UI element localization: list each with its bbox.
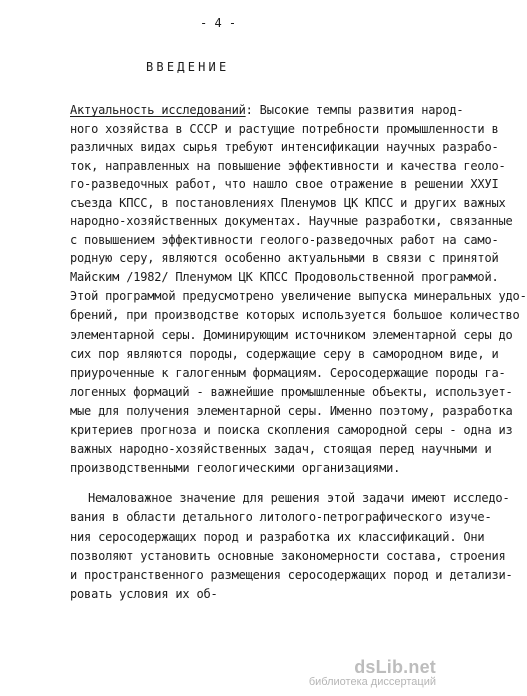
text-line xyxy=(70,385,513,399)
text-line xyxy=(70,122,499,136)
line-text: брений, при производстве которых используется большое количество xyxy=(70,308,520,322)
watermark-logo: dsLib.net xyxy=(354,657,436,677)
line-text: вания в области детального литолого-петрографического изуче- xyxy=(70,510,492,524)
line-text: сих пор являются породы, содержащие серу в самородном виде, и xyxy=(70,347,499,361)
text-line xyxy=(70,289,527,303)
section-heading: ВВЕДЕНИЕ xyxy=(146,60,230,74)
text-line xyxy=(70,214,513,228)
text-line xyxy=(70,587,218,601)
line-text: логенных формаций - важнейшие промышленные объекты, использует- xyxy=(70,385,513,399)
line-text: : Высокие темпы развития народ- xyxy=(245,103,464,117)
line-text: критериев прогноза и поиска скопления самородной серы - одна из xyxy=(70,423,513,437)
line-text: ток, направленных на повышение эффективности и качества геоло- xyxy=(70,159,506,173)
line-text: Майским /1982/ Пленумом ЦК КПСС Продовольственной программой. xyxy=(70,270,499,284)
text-line xyxy=(70,328,513,342)
line-text: ного хозяйства в СССР и растущие потребности промышленности в xyxy=(70,122,499,136)
text-line xyxy=(70,177,499,191)
text-line xyxy=(70,308,520,322)
text-line xyxy=(70,366,506,380)
text-line xyxy=(70,461,400,475)
text-line xyxy=(70,510,491,524)
text-line xyxy=(70,530,484,544)
line-text: Немаловажное значение для решения этой задачи имеют исследо- xyxy=(88,491,510,505)
line-text: ния серосодержащих пород и разработка их классификаций. Они xyxy=(70,530,485,544)
text-line xyxy=(70,404,513,418)
text-line xyxy=(70,442,491,456)
text-line xyxy=(70,251,499,265)
line-text: важных народно-хозяйственных задач, стоящая перед научными и xyxy=(70,442,492,456)
line-text: элементарной серы. Доминирующим источником элементарной серы до xyxy=(70,328,513,342)
line-text: приуроченные к галогенным формациям. Серосодержащие породы га- xyxy=(70,366,506,380)
line-text: Этой программой предусмотрено увеличение выпуска минеральных удо- xyxy=(70,289,527,303)
text-line xyxy=(70,159,506,173)
line-text: и пространственного размещения серосодержащих пород и детализи- xyxy=(70,568,513,582)
text-line xyxy=(70,347,499,361)
watermark-subtitle: библиотека диссертаций xyxy=(308,676,436,688)
watermark xyxy=(309,657,436,688)
underlined-term: Актуальность исследований xyxy=(70,103,246,117)
text-line xyxy=(70,233,499,247)
line-text: родную серу, являются особенно актуальными в связи с принятой xyxy=(70,251,499,265)
line-text: съезда КПСС, в постановлениях Пленумов ЦК КПСС и других важных xyxy=(70,196,506,210)
text-line xyxy=(70,196,506,210)
text-line xyxy=(70,568,513,582)
text-line xyxy=(70,270,499,284)
text-line xyxy=(70,140,499,154)
text-line xyxy=(70,549,506,563)
line-text: народно-хозяйственных документах. Научные разработки, связанные xyxy=(70,214,513,228)
line-text: позволяют установить основные закономерности состава, строения xyxy=(70,549,506,563)
line-text: мые для получения элементарной серы. Именно поэтому, разработка xyxy=(70,404,513,418)
text-line xyxy=(70,103,463,117)
line-text: производственными геологическими организациями. xyxy=(70,461,401,475)
line-text: го-разведочных работ, что нашло свое отражение в решении ХХУI xyxy=(70,177,499,191)
text-line xyxy=(70,423,513,437)
line-text: различных видах сырья требуют интенсификации научных разрабо- xyxy=(70,140,499,154)
line-text: ровать условия их об- xyxy=(70,587,218,601)
page-number: - 4 - xyxy=(200,16,237,30)
text-line xyxy=(88,491,509,505)
line-text: с повышением эффективности геолого-разведочных работ на само- xyxy=(70,233,499,247)
